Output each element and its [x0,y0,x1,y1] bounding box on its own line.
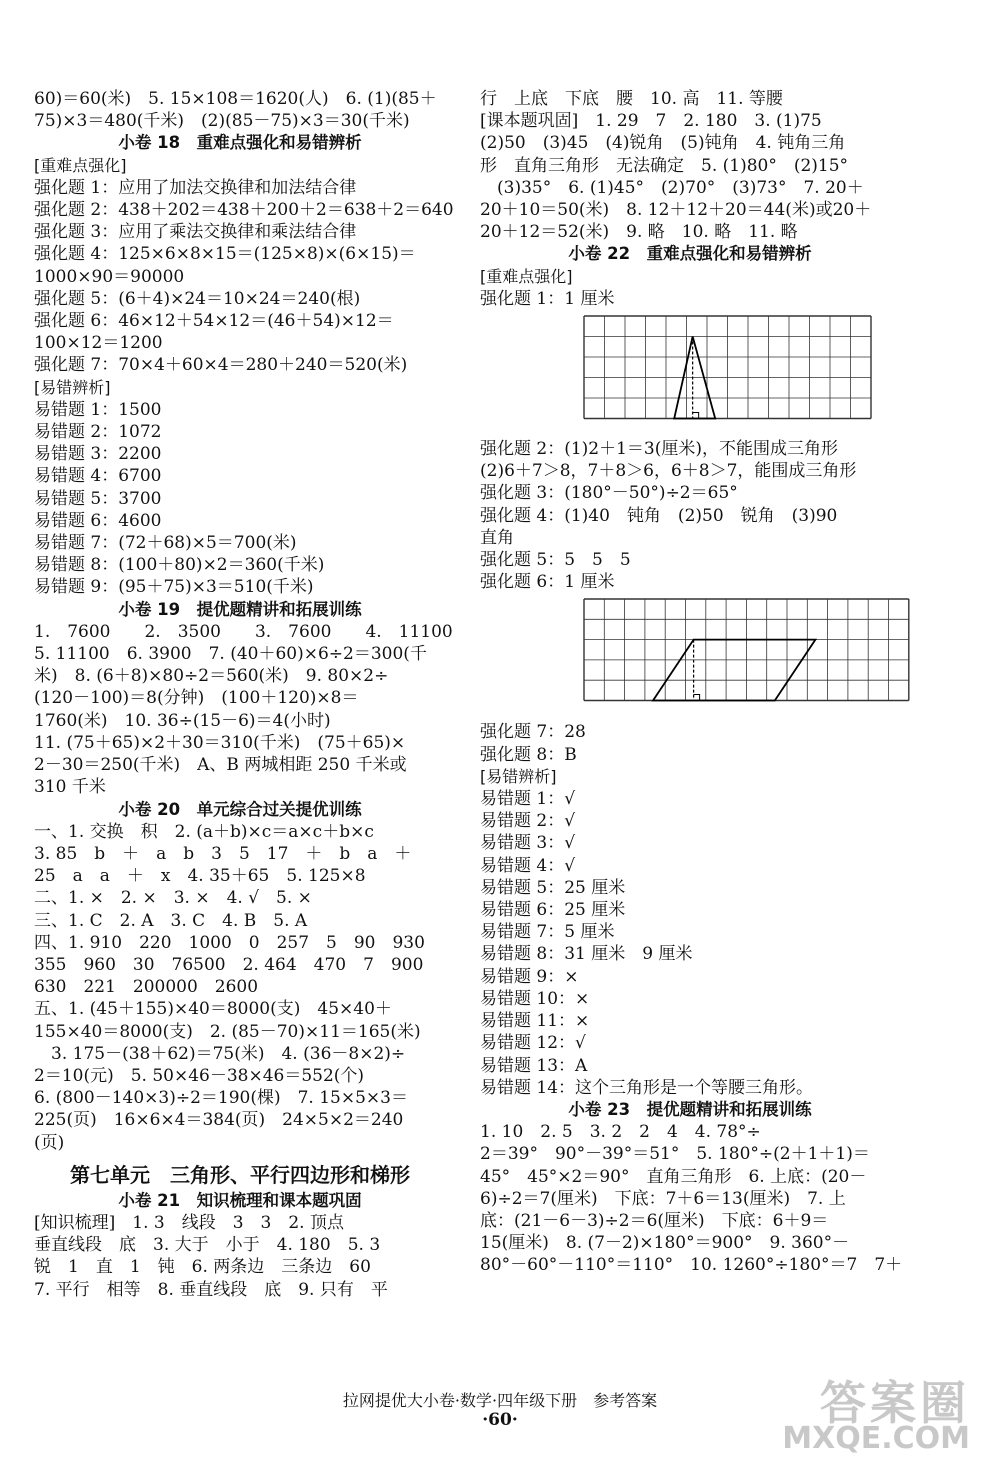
answer-line: 60)＝60(米) 5. 15×108＝1620(人) 6. (1)(85＋ [34,89,437,109]
answer-line: 6. (800－140×3)÷2＝190(棵) 7. 15×5×3＝ [34,1088,408,1109]
answer-line: 强化题 1：应用了加法交换律和加法结合律 [34,177,357,198]
answer-line: 11. (75＋65)×2＋30＝310(千米) (75＋65)× [34,732,406,753]
answer-line: 1. 10 2. 5 3. 2 2 4 4. 78°÷ [480,1122,761,1143]
answer-line: 易错题 5：25 厘米 [480,877,626,898]
right-mid-block [480,438,900,593]
answer-line: (2)6＋7＞8，7＋8＞6，6＋8＞7，能围成三角形 [480,461,857,482]
answer-line: 15(厘米) 8. (7－2)×180°＝900° 9. 360°－ [480,1233,850,1254]
answer-line: 强化题 5：5 5 5 [480,550,631,571]
answer-line: 强化题 3：(180°－50°)÷2＝65° [480,483,738,504]
answer-line: 2＝10(元) 5. 50×46－38×46＝552(个) [34,1065,365,1086]
answer-line: (120－100)＝8(分钟) (100＋120)×8＝ [34,688,359,709]
answer-line: 锐 1 直 1 钝 6. 两条边 三条边 60 [34,1257,371,1278]
answer-line: 1. 7600 2. 3500 3. 7600 4. 11100 [34,621,453,642]
answer-line: 一、1. 交换 积 2. (a＋b)×c＝a×c＋b×c [34,821,374,842]
answer-line: 易错题 7：5 厘米 [480,922,615,943]
answer-line: 易错题 4：√ [480,855,576,876]
answer-line: 20＋12＝52(米) 9. 略 10. 略 11. 略 [480,222,798,243]
right-top-block [480,88,900,310]
answer-line: 易错题 10：× [480,988,590,1009]
answer-line: 易错题 2：√ [480,811,576,832]
subsection-label: [重难点强化] [34,155,127,175]
answer-line: 7. 平行 相等 8. 垂直线段 底 9. 只有 平 [34,1279,388,1300]
answer-line: 2－30＝250(千米) A、B 两城相距 250 千米或 [34,755,407,776]
answer-line: 310 千米 [34,777,106,798]
answer-line: [知识梳理] 1. 3 线段 3 3 2. 顶点 [34,1212,344,1233]
answer-line: 易错题 8：31 厘米 9 厘米 [480,944,693,965]
answer-line: 6)÷2＝7(厘米) 下底：7＋6＝13(厘米) 7. 上 [480,1188,846,1209]
answer-line: 易错题 5：3700 [34,488,162,509]
answer-line: 易错题 9：(95＋75)×3＝510(千米) [34,577,314,598]
answer-line: 直角 [480,527,514,548]
watermark-logo: 答案圈 [820,1376,970,1430]
answer-line: 3. 85 b ＋ a b 3 5 17 ＋ b a ＋ [34,843,412,864]
answer-line: 强化题 5：(6＋4)×24＝10×24＝240(根) [34,288,361,309]
answer-line: 225(页) 16×6×4＝384(页) 24×5×2＝240 [34,1110,404,1131]
right-angle-mark [694,695,700,701]
watermark [782,1376,970,1457]
answer-line: 易错题 3：√ [480,833,576,854]
answer-line: 易错题 13：A [480,1055,588,1076]
answer-line: 易错题 7：(72＋68)×5＝700(米) [34,533,297,554]
left-column [34,88,454,1301]
answer-line: 20＋10＝50(米) 8. 12＋12＋20＝44(米)或20＋ [480,200,872,221]
answer-line: (3)35° 6. (1)45° (2)70° (3)73° 7. 20＋ [480,177,864,198]
answer-line: 易错题 9：× [480,966,579,987]
answer-line: 强化题 2：(1)2＋1＝3(厘米)，不能围成三角形 [480,439,839,460]
section-heading: 小卷 22 重难点强化和易错辨析 [568,244,812,264]
answer-line: 25 a a ＋ x 4. 35＋65 5. 125×8 [34,866,366,887]
answer-line: 五、1. (45＋155)×40＝8000(支) 45×40＋ [34,999,392,1020]
section-heading: 小卷 18 重难点强化和易错辨析 [118,133,362,153]
answer-line: 垂直线段 底 3. 大于 小于 4. 180 5. 3 [34,1235,381,1256]
answer-line: 易错题 1：√ [480,789,576,810]
answer-line: 100×12＝1200 [34,333,163,354]
answer-line: 630 221 200000 2600 [34,977,259,998]
answer-line: (2)50 (3)45 (4)锐角 (5)钝角 4. 钝角三角 [480,133,846,154]
section-heading: 小卷 19 提优题精讲和拓展训练 [118,599,362,619]
answer-line: 底：(21－6－3)÷2＝6(厘米) 下底：6＋9＝ [480,1210,829,1231]
parallelogram-shape [653,640,815,701]
subsection-label: [易错辨析] [480,766,557,786]
answer-line: 易错题 11：× [480,1011,590,1032]
answer-line: 75)×3＝480(千米) (2)(85－75)×3＝30(千米) [34,111,410,132]
answer-line: 易错题 3：2200 [34,444,162,465]
answer-line: 1760(米) 10. 36÷(15－6)＝4(小时) [34,710,331,731]
answer-line: 二、1. × 2. × 3. × 4. √ 5. × [34,888,312,909]
grid-triangle-figure [580,312,872,428]
unit-title: 第七单元 三角形、平行四边形和梯形 [70,1162,410,1187]
answer-line: 形 直角三角形 无法确定 5. (1)80° (2)15° [480,155,849,176]
subsection-label: [重难点强化] [480,266,573,286]
page-number: ·60· [482,1410,518,1430]
answer-line: 易错题 8：(100＋80)×2＝360(千米) [34,555,325,576]
answer-line: 强化题 6：46×12＋54×12＝(46＋54)×12＝ [34,311,394,332]
section-heading: 小卷 23 提优题精讲和拓展训练 [568,1099,812,1119]
answer-line: 易错题 2：1072 [34,422,162,443]
answer-line: 四、1. 910 220 1000 0 257 5 90 930 [34,932,425,953]
grid-parallelogram-figure [580,595,912,711]
answer-line: 强化题 1：1 厘米 [480,288,615,309]
answer-line: 2＝39° 90°－39°＝51° 5. 180°÷(2＋1＋1)＝ [480,1144,870,1165]
answer-line: 5. 11100 6. 3900 7. (40＋60)×6÷2＝300(千 [34,644,427,665]
answer-line: 强化题 7：70×4＋60×4＝280＋240＝520(米) [34,355,408,376]
answer-line: 易错题 1：1500 [34,399,162,420]
answer-line: 易错题 14：这个三角形是一个等腰三角形。 [480,1077,814,1098]
answer-line: 80°－60°－110°＝110° 10. 1260°÷180°＝7 7＋ [480,1255,903,1276]
footer-title: 拉网提优大小卷·数学·四年级下册 参考答案 [342,1391,658,1410]
subsection-label: [易错辨析] [34,377,111,397]
answer-line: 强化题 4：(1)40 钝角 (2)50 锐角 (3)90 [480,505,838,526]
answer-line: 易错题 4：6700 [34,466,162,487]
answer-line: 3. 175－(38＋62)＝75(米) 4. (36－8×2)÷ [34,1043,406,1064]
watermark-url: MXQE.COM [782,1421,970,1456]
answer-line: 行 上底 下底 腰 10. 高 11. 等腰 [480,89,783,109]
answer-line: 强化题 7：28 [480,722,586,743]
answer-line: 强化题 3：应用了乘法交换律和乘法结合律 [34,222,357,243]
answer-line: [课本题巩固] 1. 29 7 2. 180 3. (1)75 [480,111,822,132]
answer-line: 米) 8. (6＋8)×80÷2＝560(米) 9. 80×2÷ [34,666,389,687]
answer-line: 45° 45°×2＝90° 直角三角形 6. 上底：(20－ [480,1166,867,1187]
answer-line: 355 960 30 76500 2. 464 470 7 900 [34,954,424,975]
answer-line: 1000×90＝90000 [34,266,185,287]
answer-line: (页) [34,1132,65,1153]
answer-line: 强化题 4：125×6×8×15＝(125×8)×(6×15)＝ [34,244,416,265]
answer-line: 强化题 2：438＋202＝438＋200＋2＝638＋2＝640 [34,200,454,221]
section-heading: 小卷 20 单元综合过关提优训练 [118,799,362,819]
answer-line: 易错题 6：4600 [34,510,162,531]
answer-line: 强化题 6：1 厘米 [480,572,615,593]
answer-line: 强化题 8：B [480,744,577,765]
section-heading: 小卷 21 知识梳理和课本题巩固 [118,1190,362,1210]
right-bottom-block [480,721,903,1276]
right-column [480,88,903,1277]
answer-line: 易错题 6：25 厘米 [480,900,626,921]
answer-line: 易错题 12：√ [480,1033,586,1054]
answer-line: 三、1. C 2. A 3. C 4. B 5. A [34,910,308,931]
answer-line: 155×40＝8000(支) 2. (85－70)×11＝165(米) [34,1021,421,1042]
